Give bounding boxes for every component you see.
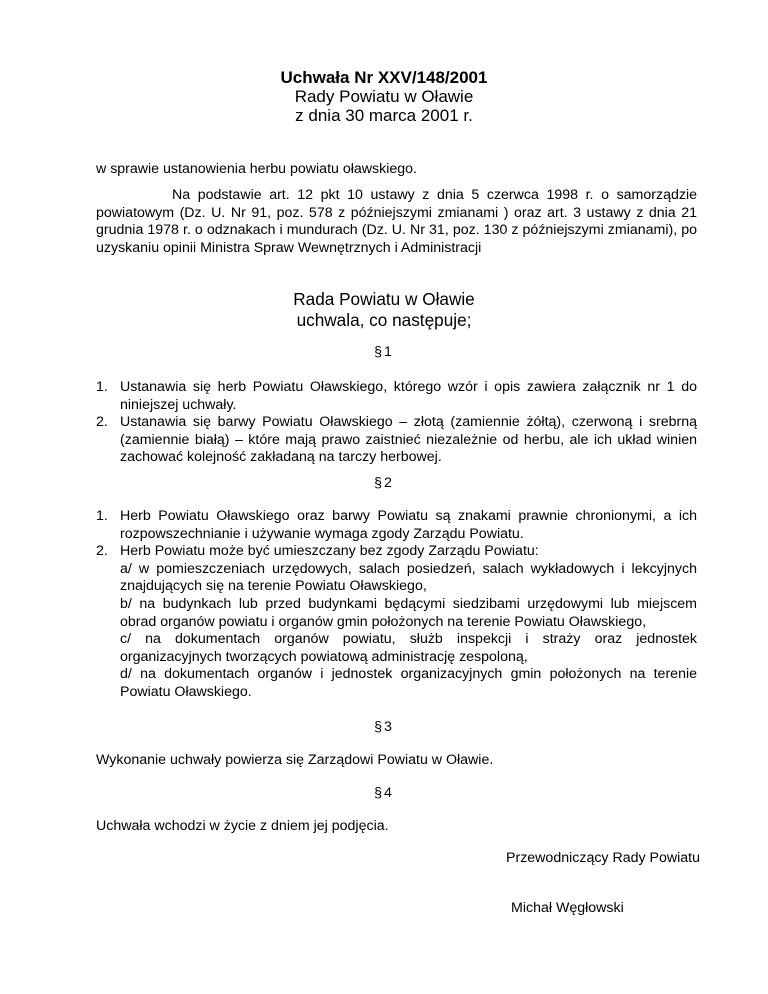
sub-item-b: b/ na budynkach lub przed budynkami będącymi siedzibami urzędowymi lub miejscem obrad organów powiatu i organów gmin położonych na terenie Powiatu Oławskiego, (120, 595, 697, 630)
sub-item-d: d/ na dokumentach organów i jednostek organizacyjnych gmin położonych na terenie Powiatu Oławskiego. (120, 666, 697, 700)
section-2-list (96, 508, 697, 702)
resolution-subject: w sprawie ustanowienia herbu powiatu oławskiego. (96, 161, 417, 177)
list-item (96, 543, 697, 701)
section-4-text: Uchwała wchodzi w życie z dniem jej podjęcia. (96, 818, 389, 834)
section-2-sign: §2 (374, 475, 394, 491)
legal-basis (96, 187, 697, 257)
resolution-formula (0, 289, 768, 331)
list-item (96, 414, 697, 467)
section-4-sign: §4 (374, 785, 394, 801)
resolution-formula-line2: uchwala, co następuje; (296, 310, 472, 330)
council-name: Rady Powiatu w Oławie (294, 87, 474, 106)
list-item-number: 1. (96, 508, 108, 524)
list-item (96, 508, 697, 543)
signatory-role: Przewodniczący Rady Powiatu (506, 850, 700, 866)
resolution-formula-line1: Rada Powiatu w Oławie (293, 289, 475, 309)
list-item-text: Ustanawia się herb Powiatu Oławskiego, którego wzór i opis zawiera załącznik nr 1 do niniejszej uchwały. (120, 379, 697, 413)
list-item-number: 2. (96, 543, 108, 560)
section-1-list (96, 379, 697, 467)
document-header (0, 68, 768, 125)
sub-item-a: a/ w pomieszczeniach urzędowych, salach posiedzeń, salach wykładowych i lekcyjnych znajdujących się na terenie Powiatu Oławskiego, (120, 560, 697, 595)
list-item-text: Herb Powiatu może być umieszczany bez zgody Zarządu Powiatu: (120, 543, 539, 560)
sub-item-c: c/ na dokumentach organów powiatu, służb inspekcji i straży oraz jednostek organizacyjnych tworzących powiatową administrację zespoloną, (120, 631, 697, 665)
section-3-text: Wykonanie uchwały powierza się Zarządowi Powiatu w Oławie. (96, 752, 494, 768)
list-item (96, 379, 697, 414)
list-item-text: Herb Powiatu Oławskiego oraz barwy Powiatu są znakami prawnie chronionymi, a ich rozpowszechnianie i używanie wymaga zgody Zarządu Powiatu. (120, 508, 697, 542)
list-item-number: 2. (96, 414, 108, 431)
resolution-title: Uchwała Nr XXV/148/2001 (280, 68, 488, 87)
resolution-date: z dnia 30 marca 2001 r. (295, 106, 473, 125)
section-3-sign: §3 (374, 719, 394, 735)
section-1-sign: §1 (374, 344, 394, 360)
signatory-name: Michał Węgłowski (511, 900, 624, 916)
legal-basis-text: Na podstawie art. 12 pkt 10 ustawy z dnia 5 czerwca 1998 r. o samorządzie powiatowym (Dz. U. Nr 91, poz. 578 z późniejszymi zmianami ) oraz art. 3 ustawy z dnia 21 grudnia 1978 r. o odznakach i mundurach (Dz. U. Nr 31, poz. 130 z późniejszymi zmianami), po uzyskaniu opinii Ministra Spraw Wewnętrznych i Administracji (96, 187, 697, 256)
list-item-number: 1. (96, 379, 108, 395)
list-item-text: Ustanawia się barwy Powiatu Oławskiego – złotą (zamiennie żółtą), czerwoną i srebrną (zamiennie białą) – które mają prawo zaistnieć niezależnie od herbu, ale ich układ winien zachować kolejność zakładaną na tarczy herbowej. (120, 414, 697, 466)
